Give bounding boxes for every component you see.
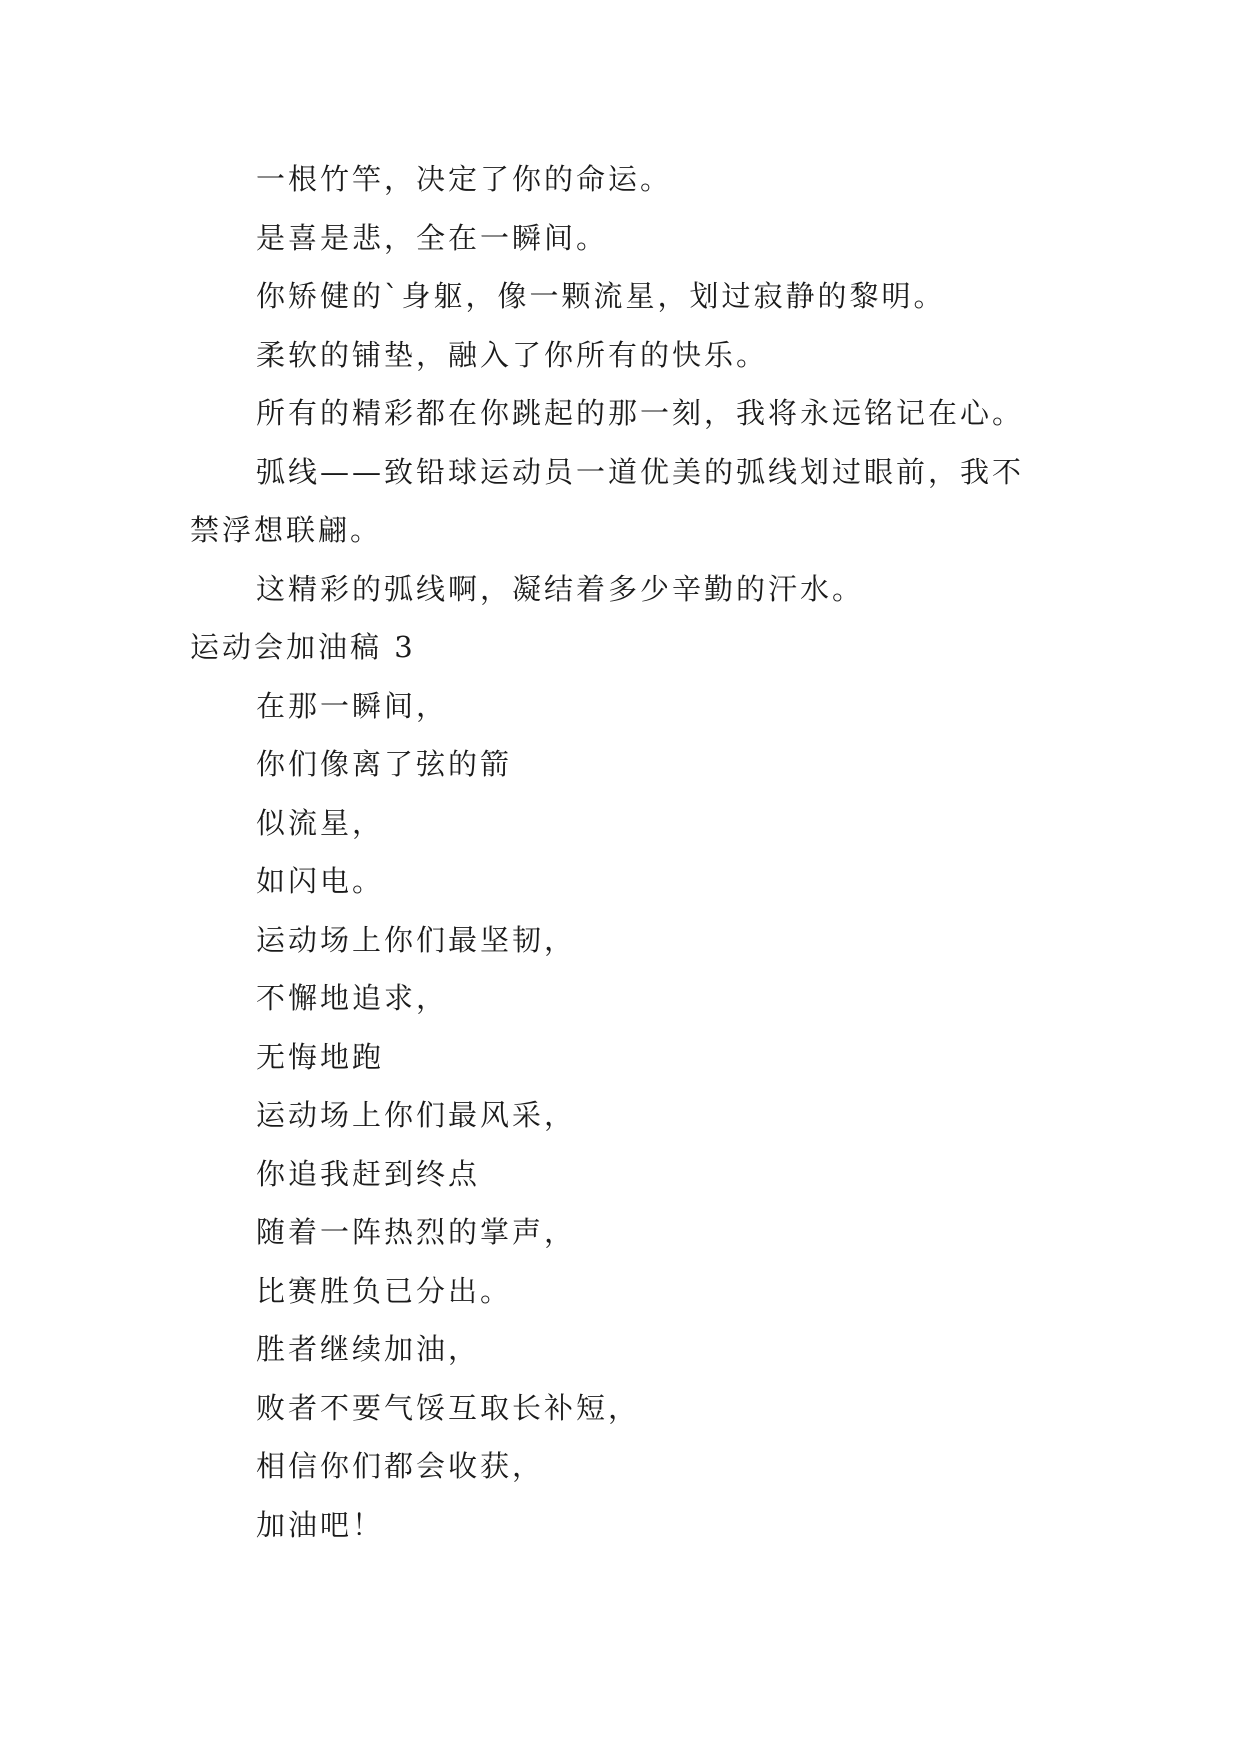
poem-line: 胜者继续加油， [256,1332,481,1366]
poem-line: 你追我赶到终点 [256,1156,481,1191]
poem-line: 不懈地追求， [256,981,449,1015]
paragraph-line: 你矫健的`身躯，像一颗流星，划过寂静的黎明。 [256,279,946,313]
poem-line: 败者不要气馁互取长补短， [256,1390,641,1425]
paragraph-line: 柔软的铺垫，融入了你所有的快乐。 [256,337,769,372]
poem-line: 你们像离了弦的箭 [256,747,513,781]
paragraph-line: 这精彩的弧线啊，凝结着多少辛勤的汗水。 [256,571,865,606]
poem-line: 相信你们都会收获， [256,1449,545,1483]
poem-line: 无悔地跑 [256,1039,385,1074]
paragraph-line: 一根竹竿，决定了你的命运。 [256,162,673,196]
poem-line: 运动场上你们最风采， [256,1098,577,1132]
poem-line: 如闪电。 [256,864,385,898]
poem-line: 在那一瞬间， [256,688,449,723]
paragraph-line-continuation: 禁浮想联翩。 [190,513,383,547]
poem-line: 似流星， [256,805,385,840]
paragraph-line: 弧线——致铅球运动员一道优美的弧线划过眼前，我不 [256,454,1025,489]
section-heading: 运动会加油稿 3 [190,630,416,664]
poem-line: 随着一阵热烈的掌声， [256,1215,577,1249]
document-body [190,150,1070,1554]
paragraph-line: 是喜是悲，全在一瞬间。 [256,220,609,255]
poem-line: 运动场上你们最坚韧， [256,922,577,957]
poem-line: 比赛胜负已分出。 [256,1273,513,1308]
poem-line: 加油吧！ [256,1507,385,1542]
paragraph-line: 所有的精彩都在你跳起的那一刻，我将永远铭记在心。 [256,396,1025,430]
